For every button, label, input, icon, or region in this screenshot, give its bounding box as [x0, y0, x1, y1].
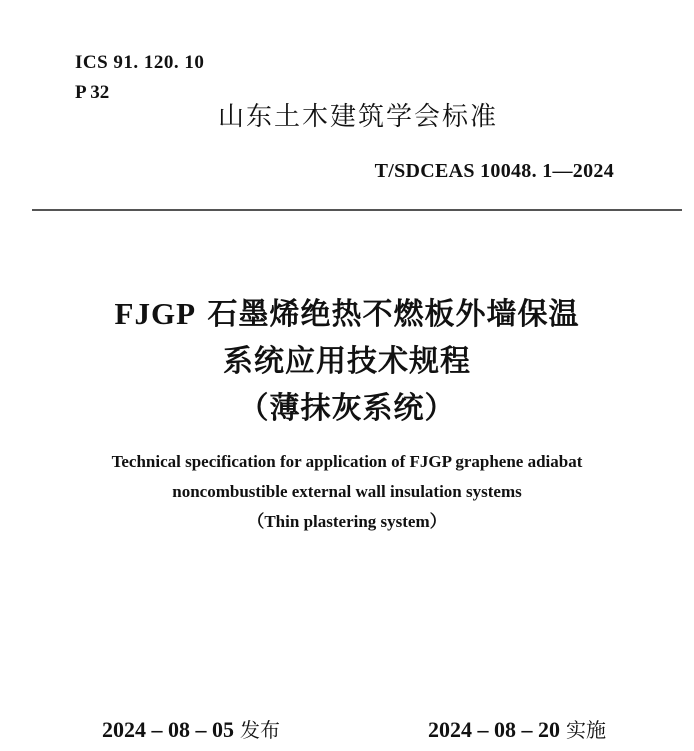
english-title-line-2: noncombustible external wall insulation systems [172, 482, 522, 501]
ics-code: ICS 91. 120. 10 [75, 52, 205, 73]
category-code: P 32 [75, 82, 110, 103]
english-title-line-1: Technical specification for application of FJGP graphene adiabat [111, 452, 583, 471]
chinese-title-line-1 [0, 290, 694, 338]
organization-standard-title: 山东土木建筑学会标准 [218, 102, 499, 132]
chinese-title-block [0, 290, 694, 432]
chinese-title-line-3: （薄抹灰系统） [238, 391, 456, 426]
effective-date-value: 2024 – 08 – 20 [428, 717, 560, 742]
effective-label: 实施 [566, 718, 606, 742]
chinese-title-latin-prefix: FJGP [114, 296, 197, 331]
issue-date-value: 2024 – 08 – 05 [102, 717, 234, 742]
chinese-title-line-1-text: 石墨烯绝热不燃板外墙保温 [196, 297, 580, 332]
english-title-line-3: （Thin plastering system） [247, 512, 447, 531]
header-divider [32, 209, 682, 211]
chinese-title-line-2: 系统应用技术规程 [223, 344, 471, 379]
english-title-block [0, 447, 694, 537]
issue-date [102, 714, 280, 743]
standard-number: T/SDCEAS 10048. 1—2024 [374, 160, 614, 182]
effective-date [428, 714, 606, 743]
issue-label: 发布 [240, 718, 280, 742]
